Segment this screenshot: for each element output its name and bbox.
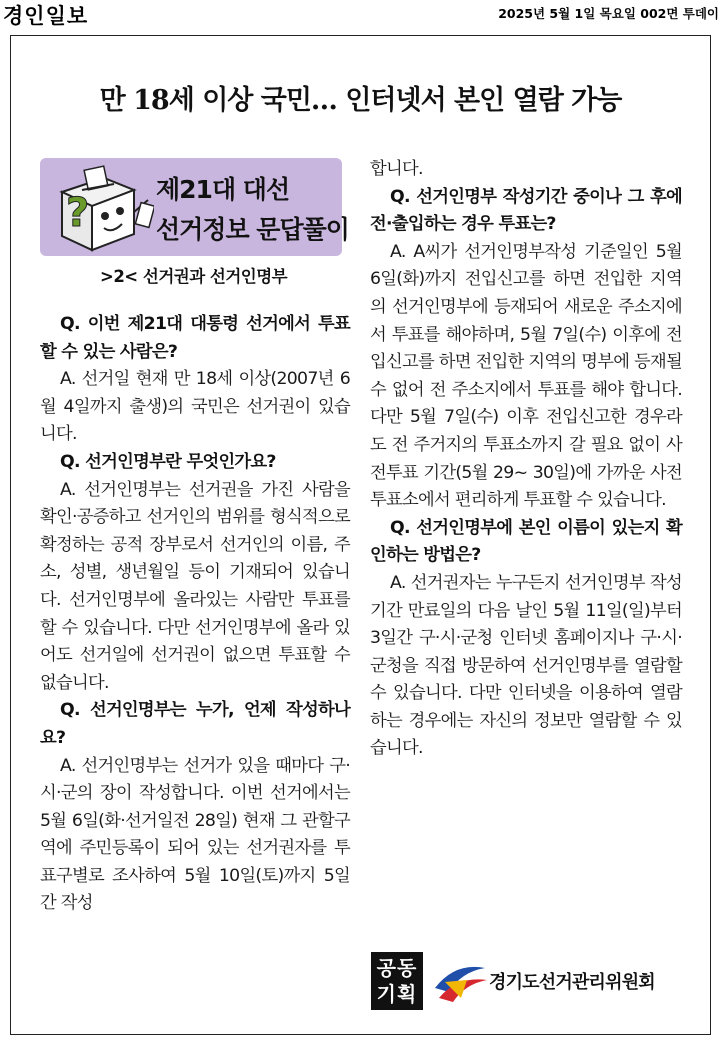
ballot-box-mascot-icon — [42, 160, 154, 256]
newspaper-brand: 경인일보 — [3, 3, 89, 28]
election-commission-logo-icon — [431, 958, 489, 1004]
answer-1: A. 선거일 현재 만 18세 이상(2007년 6월 4일까지 출생)의 국민은 선거권이 있습니다. — [40, 369, 350, 445]
answer-4: A. A씨가 선거인명부작성 기준일인 5월 6일(화)까지 전입신고를 하면 전입한 지역의 선거인명부에 등재되어 새로운 주소지에서 투표를 해야하며, 5월 7일(수) 이후에 전입신고를 하면 전입한 지역의 명부에 등재될 수 없어 전 주소지에서 투표를 해야 합니다. 다만 5월 7일(수) 이후 전입신고한 경우라도 전 주거지의 투표소까지 갈 필요 없이 사전투표 기간(5월 29~ 30일)에 가까운 사전투표소에서 편리하게 투표할 수 있습니다. — [370, 241, 682, 511]
masthead — [0, 0, 723, 26]
series-banner — [40, 158, 349, 256]
answer-3-continued: 합니다. — [370, 159, 423, 179]
question-3: Q. 선거인명부는 누가, 언제 작성하나요? — [40, 700, 350, 748]
banner-title-line1: 제21대 대선 — [156, 175, 290, 204]
banner-title-line2: 선거정보 문답풀이 — [156, 215, 349, 244]
organization-name: 경기도선거관리위원회 — [489, 972, 655, 993]
series-subtitle: >2< 선거권과 선거인명부 — [100, 267, 288, 286]
answer-3: A. 선거인명부는 선거가 있을 때마다 구·시·군의 장이 작성합니다. 이번 선거에서는 5월 6일(화·선거일전 28일) 현재 그 관할구역에 주민등록이 되어 있는 선거권자를 투표구별로 조사하여 5월 10일(토)까지 5일간 작성 — [40, 755, 350, 914]
right-column — [370, 156, 682, 763]
answer-5: A. 선거권자는 누구든지 선거인명부 작성기간 만료일의 다음 날인 5월 11일(일)부터 3일간 구·시·군청 인터넷 홈페이지나 구·시·군청을 직접 방문하여 선거인명부를 열람할 수 있습니다. 다만 인터넷을 이용하여 열람하는 경우에는 자신의 정보만 열람할 수 있습니다. — [370, 572, 682, 759]
headline: 만 18세 이상 국민… 인터넷서 본인 열람 가능 — [99, 85, 622, 116]
answer-2: A. 선거인명부는 선거권을 가진 사람을 확인·공증하고 선거인의 범위를 형식적으로 확정하는 공적 장부로서 선거인의 이름, 주소, 성별, 생년월일 등이 기재되어 있습니다. 선거인명부에 올라있는 사람만 투표를 할 수 있습니다. 다만 선거인명부에 올라 있어도 선거일에 선거권이 없으면 투표할 수 없습니다. — [40, 479, 350, 693]
tag-line2: 기획 — [376, 982, 418, 1006]
question-1: Q. 이번 제21대 대통령 선거에서 투표할 수 있는 사람은? — [40, 314, 350, 362]
joint-planning-footer — [371, 944, 681, 1014]
question-5: Q. 선거인명부에 본인 이름이 있는지 확인하는 방법은? — [370, 517, 682, 566]
question-4: Q. 선거인명부 작성기간 중이나 그 후에 전·출입하는 경우 투표는? — [370, 186, 682, 235]
svg-text:?: ? — [66, 190, 90, 236]
tag-line1: 공동 — [376, 956, 418, 980]
question-2: Q. 선거인명부란 무엇인가요? — [60, 451, 276, 472]
left-column — [40, 311, 350, 918]
dateline: 2025년 5월 1일 목요일 002면 투데이 — [498, 6, 719, 21]
joint-planning-tag — [371, 952, 423, 1010]
